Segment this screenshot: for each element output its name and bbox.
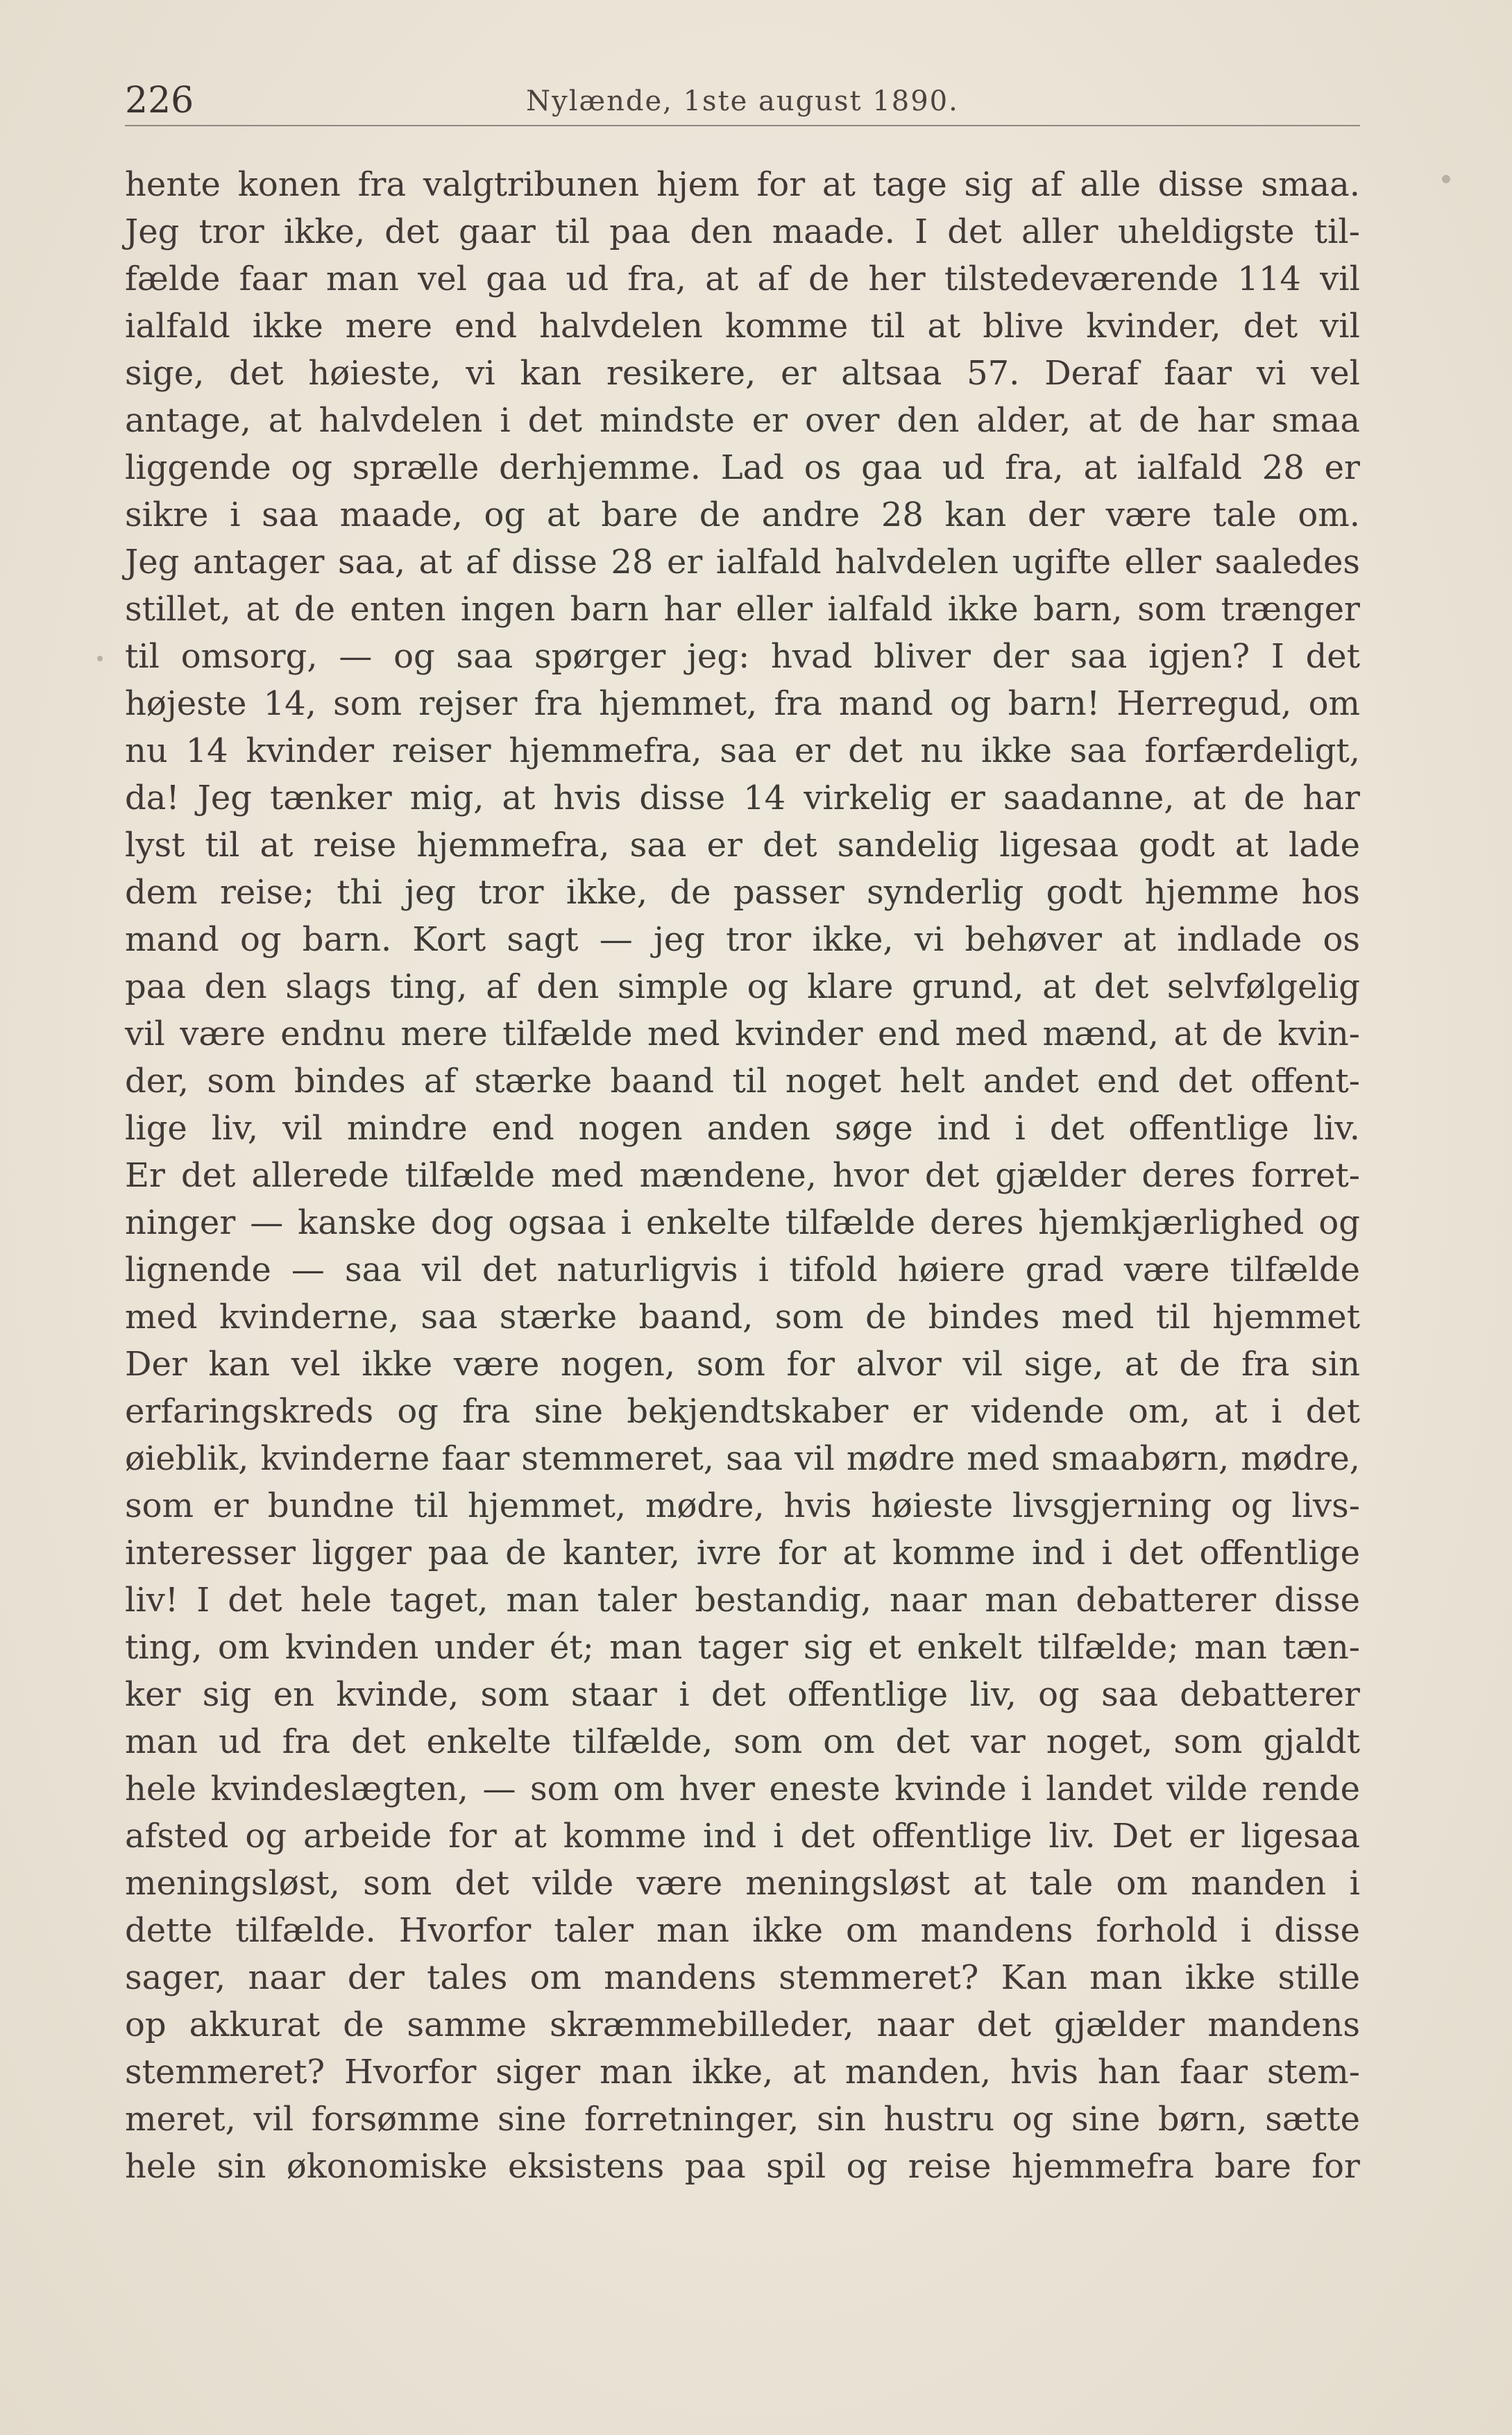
page-number: 226 <box>125 80 194 121</box>
text-line: man ud fra det enkelte tilfælde, som om det var noget, som gjaldt <box>125 1722 1360 1761</box>
text-line: antage, at halvdelen i det mindste er over den alder, at de har smaa <box>125 401 1360 440</box>
text-line: Jeg tror ikke, det gaar til paa den maade. I det aller uheldigste til- <box>125 212 1360 251</box>
header-rule <box>125 125 1360 126</box>
text-line: hele sin økonomiske eksistens paa spil og reise hjemmefra bare for <box>125 2147 1360 2186</box>
text-line: vil være endnu mere tilfælde med kvinder end med mænd, at de kvin- <box>125 1015 1360 1053</box>
text-line: op akkurat de samme skræmmebilleder, naar det gjælder mandens <box>125 2005 1360 2044</box>
text-line: stemmeret? Hvorfor siger man ikke, at manden, hvis han faar stem- <box>125 2053 1360 2092</box>
text-line: da! Jeg tænker mig, at hvis disse 14 virkelig er saadanne, at de har <box>125 779 1360 817</box>
text-line: lignende — saa vil det naturligvis i tifold høiere grad være tilfælde <box>125 1250 1360 1289</box>
text-line: ninger — kanske dog ogsaa i enkelte tilfælde deres hjemkjærlighed og <box>125 1203 1360 1242</box>
page-header <box>125 76 1360 125</box>
text-line: der, som bindes af stærke baand til noget helt andet end det offent- <box>125 1062 1360 1101</box>
text-line: med kvinderne, saa stærke baand, som de bindes med til hjemmet <box>125 1298 1360 1337</box>
text-line: som er bundne til hjemmet, mødre, hvis høieste livsgjerning og livs- <box>125 1486 1360 1525</box>
paper-speck <box>97 656 103 661</box>
text-line: interesser ligger paa de kanter, ivre for at komme ind i det offentlige <box>125 1534 1360 1572</box>
text-line: sager, naar der tales om mandens stemmeret? Kan man ikke stille <box>125 1958 1360 1997</box>
running-head: Nylænde, 1ste august 1890. <box>526 85 959 117</box>
text-line: paa den slags ting, af den simple og klare grund, at det selvfølgelig <box>125 967 1360 1006</box>
text-line: Er det allerede tilfælde med mændene, hvor det gjælder deres forret- <box>125 1156 1360 1195</box>
text-line: dette tilfælde. Hvorfor taler man ikke om mandens forhold i disse <box>125 1911 1360 1950</box>
text-line: dem reise; thi jeg tror ikke, de passer synderlig godt hjemme hos <box>125 873 1360 912</box>
text-line: øieblik, kvinderne faar stemmeret, saa vil mødre med smaabørn, mødre, <box>125 1439 1360 1478</box>
text-line: mand og barn. Kort sagt — jeg tror ikke, vi behøver at indlade os <box>125 920 1360 959</box>
text-line: fælde faar man vel gaa ud fra, at af de her tilstedeværende 114 vil <box>125 260 1360 298</box>
text-line: meningsløst, som det vilde være meningsløst at tale om manden i <box>125 1864 1360 1903</box>
text-line: meret, vil forsømme sine forretninger, sin hustru og sine børn, sætte <box>125 2100 1360 2139</box>
text-line: ting, om kvinden under ét; man tager sig et enkelt tilfælde; man tæn- <box>125 1628 1360 1667</box>
text-line: nu 14 kvinder reiser hjemmefra, saa er det nu ikke saa forfærdeligt, <box>125 731 1360 770</box>
text-line: til omsorg, — og saa spørger jeg: hvad bliver der saa igjen? I det <box>125 637 1360 676</box>
text-line: hente konen fra valgtribunen hjem for at tage sig af alle disse smaa. <box>125 165 1360 204</box>
text-line: sikre i saa maade, og at bare de andre 28 kan der være tale om. <box>125 495 1360 534</box>
text-line: ker sig en kvinde, som staar i det offentlige liv, og saa debatterer <box>125 1675 1360 1714</box>
text-line: sige, det høieste, vi kan resikere, er altsaa 57. Deraf faar vi vel <box>125 354 1360 393</box>
text-line: lige liv, vil mindre end nogen anden søge ind i det offentlige liv. <box>125 1109 1360 1148</box>
text-line: liv! I det hele taget, man taler bestandig, naar man debatterer disse <box>125 1581 1360 1620</box>
text-line: afsted og arbeide for at komme ind i det offentlige liv. Det er ligesaa <box>125 1817 1360 1856</box>
paper-speck <box>1442 175 1450 183</box>
text-line: lyst til at reise hjemmefra, saa er det sandelig ligesaa godt at lade <box>125 826 1360 865</box>
text-line: højeste 14, som rejser fra hjemmet, fra mand og barn! Herregud, om <box>125 684 1360 723</box>
text-line: stillet, at de enten ingen barn har eller ialfald ikke barn, som trænger <box>125 590 1360 629</box>
text-line: erfaringskreds og fra sine bekjendtskaber er vidende om, at i det <box>125 1392 1360 1431</box>
text-line: hele kvindeslægten, — som om hver eneste kvinde i landet vilde rende <box>125 1770 1360 1808</box>
text-line: ialfald ikke mere end halvdelen komme til at blive kvinder, det vil <box>125 307 1360 346</box>
text-line: liggende og sprælle derhjemme. Lad os gaa ud fra, at ialfald 28 er <box>125 448 1360 487</box>
text-line: Jeg antager saa, at af disse 28 er ialfald halvdelen ugifte eller saaledes <box>125 543 1360 582</box>
body-text <box>125 161 1360 2190</box>
text-line: Der kan vel ikke være nogen, som for alvor vil sige, at de fra sin <box>125 1345 1360 1384</box>
